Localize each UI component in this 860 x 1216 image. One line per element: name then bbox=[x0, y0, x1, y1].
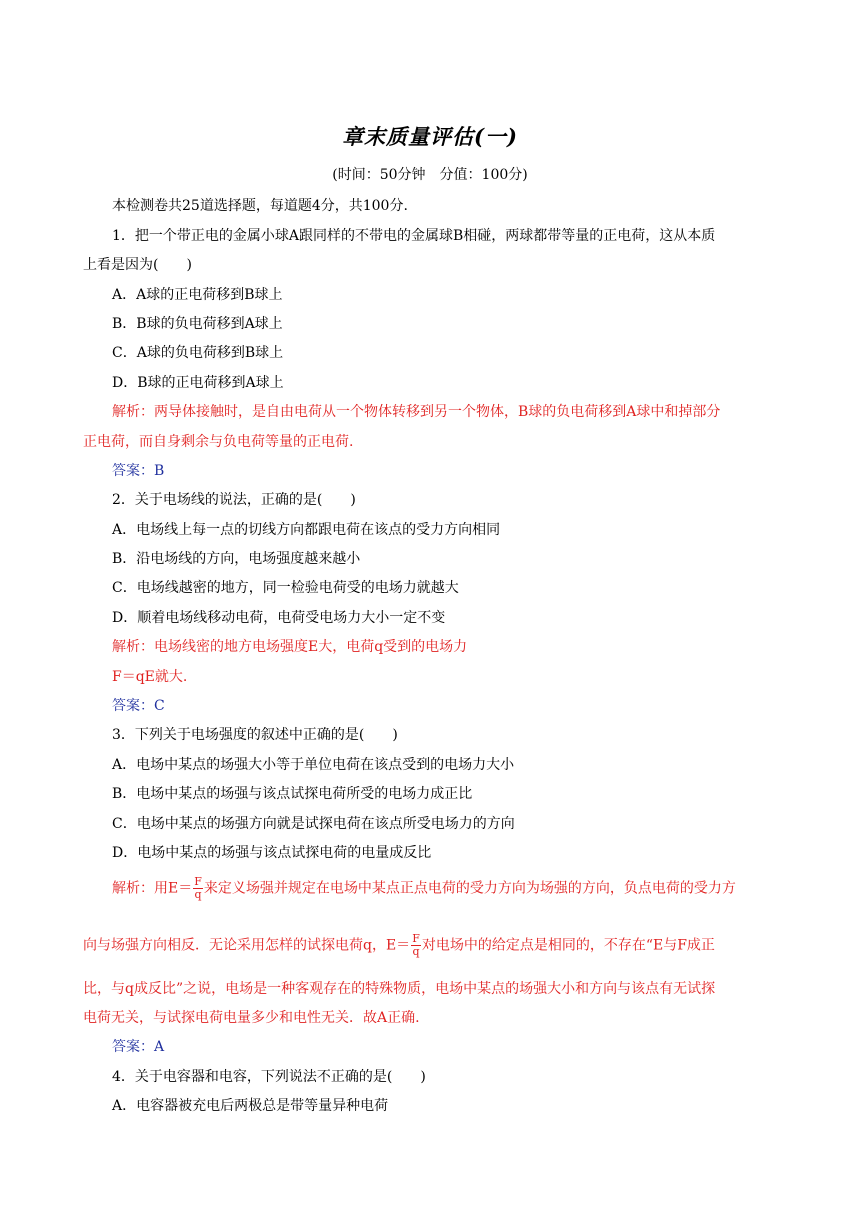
q2-stem: 2．关于电场线的说法，正确的是( ) bbox=[112, 492, 356, 508]
q1-stem-line2: 上看是因为( ) bbox=[83, 257, 192, 273]
q2-option-d: D．顺着电场线移动电荷，电荷受电场力大小一定不变 bbox=[112, 610, 446, 626]
q3-option-d: D．电场中某点的场强与该点试探电荷的电量成反比 bbox=[112, 845, 432, 861]
q1-option-c: C．A球的负电荷移到B球上 bbox=[112, 345, 284, 361]
q1-option-d: D．B球的正电荷移到A球上 bbox=[112, 375, 284, 391]
q3-exp1-pre: 解析：用E＝ bbox=[112, 880, 193, 897]
fraction-denominator: q bbox=[412, 945, 420, 958]
q3-explanation-line4: 电荷无关，与试探电荷电量多少和电性无关．故A正确. bbox=[83, 1010, 420, 1026]
q3-explanation-line3: 比，与q成反比”之说，电场是一种客观存在的特殊物质，电场中某点的场强大小和方向与该点有无试探 bbox=[83, 981, 716, 997]
q4-option-a: A．电容器被充电后两极总是带等量异种电荷 bbox=[112, 1098, 389, 1114]
page-subtitle: (时间：50分钟 分值：100分) bbox=[332, 167, 528, 183]
q2-option-a: A．电场线上每一点的切线方向都跟电荷在该点的受力方向相同 bbox=[112, 522, 501, 538]
q3-explanation-line1 bbox=[112, 876, 736, 901]
fraction-f-over-q bbox=[193, 876, 203, 901]
q3-answer: 答案：A bbox=[112, 1039, 165, 1055]
fraction-f-over-q bbox=[411, 933, 421, 958]
q3-exp2-pre: 向与场强方向相反．无论采用怎样的试探电荷q，E＝ bbox=[83, 937, 411, 954]
q4-stem: 4．关于电容器和电容，下列说法不正确的是( ) bbox=[112, 1069, 426, 1085]
q2-explanation-line2: F＝qE就大. bbox=[112, 669, 188, 685]
q1-explanation-line1: 解析：两导体接触时，是自由电荷从一个物体转移到另一个物体，B球的负电荷移到A球中和掉部分 bbox=[112, 404, 721, 420]
q1-option-b: B．B球的负电荷移到A球上 bbox=[112, 316, 283, 332]
q3-exp1-post: 来定义场强并规定在电场中某点正点电荷的受力方向为场强的方向，负点电荷的受力方 bbox=[203, 880, 736, 897]
q2-answer: 答案：C bbox=[112, 698, 165, 714]
fraction-numerator: F bbox=[194, 875, 202, 888]
fraction-numerator: F bbox=[412, 932, 420, 945]
q2-option-b: B．沿电场线的方向，电场强度越来越小 bbox=[112, 551, 361, 567]
q1-option-a: A．A球的正电荷移到B球上 bbox=[112, 287, 283, 303]
q3-explanation-line2 bbox=[83, 933, 715, 958]
q3-option-c: C．电场中某点的场强方向就是试探电荷在该点所受电场力的方向 bbox=[112, 816, 515, 832]
fraction-denominator: q bbox=[194, 888, 202, 901]
q2-option-c: C．电场线越密的地方，同一检验电荷受的电场力就越大 bbox=[112, 580, 459, 596]
q1-stem-line1: 1．把一个带正电的金属小球A跟同样的不带电的金属球B相碰，两球都带等量的正电荷，这从本质 bbox=[112, 228, 716, 244]
q3-exp2-post: 对电场中的给定点是相同的，不存在“E与F成正 bbox=[421, 937, 715, 954]
page-title: 章末质量评估(一) bbox=[342, 124, 518, 149]
q3-option-b: B．电场中某点的场强与该点试探电荷所受的电场力成正比 bbox=[112, 786, 473, 802]
intro-text: 本检测卷共25道选择题，每道题4分，共100分. bbox=[112, 198, 408, 214]
q3-stem: 3．下列关于电场强度的叙述中正确的是( ) bbox=[112, 727, 398, 743]
q3-option-a: A．电场中某点的场强大小等于单位电荷在该点受到的电场力大小 bbox=[112, 757, 515, 773]
q1-answer: 答案：B bbox=[112, 463, 165, 479]
q1-explanation-line2: 正电荷，而自身剩余与负电荷等量的正电荷. bbox=[83, 434, 354, 450]
q2-explanation-line1: 解析：电场线密的地方电场强度E大，电荷q受到的电场力 bbox=[112, 639, 468, 655]
